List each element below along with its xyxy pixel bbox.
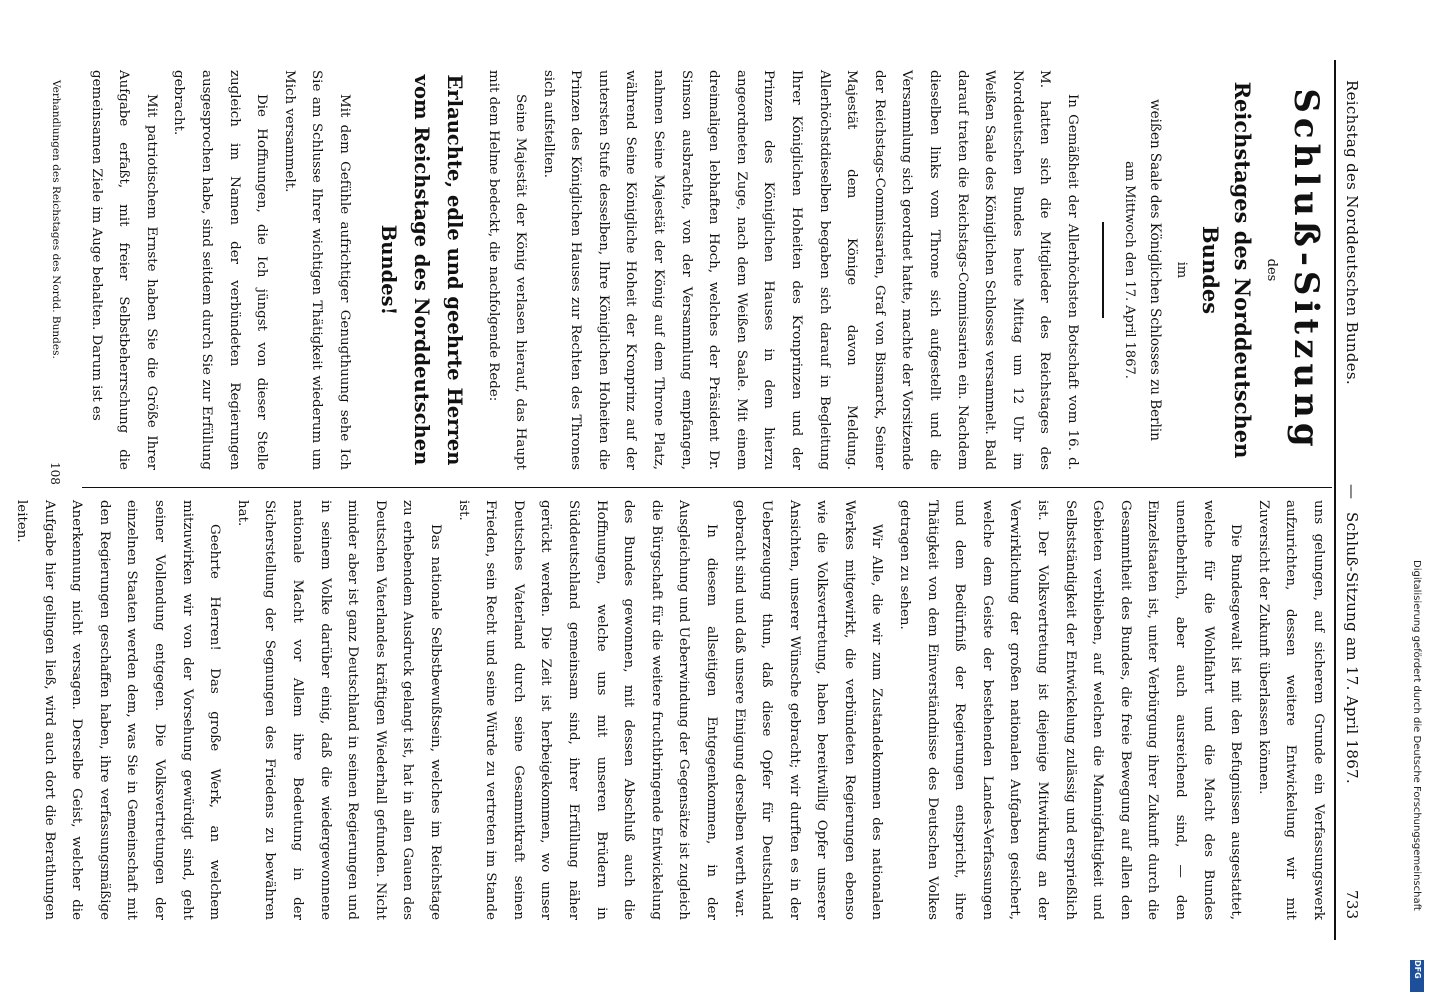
speech-paragraph: Die Hoffnungen, die Ich jüngst von dieser Stelle zugleich im Namen der verbündeten Regierungen ausgesprochen habe, sind seitdem durch Sie zur Erfüllung gebracht. [171,70,270,470]
session-title: Schluß-Sitzung [1286,88,1326,452]
title-des: des [1264,258,1279,282]
page-number-text: 733 [1343,890,1361,920]
speech-paragraph: Die Bundesgewalt ist mit den Befugnissen ausgestattet, welche für die Wohlfahrt und die Macht des Bundes unentbehrlich, aber auch ausreichend sind, — den Einzelstaaten ist, unter Verbürgung ihrer Zukunft durch die Gesammtheit des Bundes, die freie Bewegung auf allen den Gebieten verblieben, auf welchen die Mannigfaltigkeit und Selbstständigkeit der Entwickelung zulässig und ersprießlich ist. Der Volksvertretung ist diejenige Mitwirkung an der Verwirklichung der großen nationalen Aufgaben gesichert, welche dem Geiste der bestehenden Landes-Verfassungen und dem Bedürfniß der Regierungen entspricht, ihre Thätigkeit von dem Einverständnisse des Deutschen Volkes getragen zu sehen. [897,500,1244,920]
speech-paragraph: Mit patriotischem Ernste haben Sie die Größe Ihrer Aufgabe erfaßt, mit freier Selbstbeherrschung die gemeinsamen Ziele im Auge behalten. Darum ist es [88,70,159,470]
dfg-logo [1410,960,1424,992]
footnote: Verhandlungen des Reichstages des Nordd. Bundes. [50,80,62,359]
header-rule [1334,60,1336,940]
folio-number: 108 [48,462,62,485]
reichstag-title: Reichstages des Norddeutschen Bundes [1198,81,1255,459]
running-header-right [1343,512,1361,784]
date-line: am Mittwoch den 17. April 1867. [1122,161,1137,379]
title-separator [1102,222,1104,318]
running-header-center [1343,484,1361,499]
header-session: Schluß-Sitzung am 17. April 1867. [1343,512,1361,784]
digitization-stamp [1406,560,1426,996]
speech-paragraph: In diesem allseitigen Entgegenkommen, in der Ausgleichung und Ueberwindung der Gegensätze ist zugleich die Bürgschaft für die weitere fruchtbringende Entwickelung des Bundes gewonnen, mit dessen Abschluß auch die Hoffnungen, welche uns mit unseren Brüdern in Süddeutschland gemeinsam sind, ihrer Erfüllung näher gerückt werden. Die Zeit ist herbeigekommen, wo unser Deutsches Vaterland durch seine Gesammtkraft seinen Frieden, sein Recht und seine Würde zu vertreten im Stande ist. [455,500,719,920]
column-rule [82,487,1332,488]
speech-paragraph: Mit dem Gefühle aufrichtiger Genugthuung sehe Ich Sie am Schlusse Ihrer wichtigen Thätigkeit wiederum um Mich versammelt. [281,70,352,470]
left-column [82,70,1332,470]
title-im: im [1174,261,1189,279]
speech-paragraph: uns gelungen, auf sicherem Grunde ein Verfassungswerk aufzurichten, dessen weitere Entwickelung wir mit Zuversicht der Zukunft überlassen können. [1255,500,1326,920]
digitization-stamp-text: Digitalisierung gefördert durch die Deutsche Forschungsgemeinschaft [1411,560,1422,911]
right-column [8,500,1333,920]
page-number [1343,890,1361,920]
intro-paragraph: In Gemäßheit der Allerhöchsten Botschaft vom 16. d. M. hatten sich die Mitglieder des Reichstages des Norddeutschen Bundes heute Mittag um 12 Uhr im Weißen Saale des Königlichen Schlosses versammelt. Bald darauf traten die Reichstags-Commissarien ein. Nachdem dieselben links vom Throne sich aufgestellt und die Versammlung sich geordnet hatte, machte der Vorsitzende der Reichstags-Commissarien, Graf von Bismarck, Seiner Majestät dem Könige davon Meldung. Allerhöchstdieselben begaben sich darauf in Begleitung Ihrer Königlichen Hoheiten des Kronprinzen und der Prinzen des Königlichen Hauses in dem hierzu angeordneten Zuge, nach dem Weißen Saale. Mit einem dreimaligen lebhaften Hoch, welches der Präsident Dr. Simson ausbrachte, von der Versammlung empfangen, nahmen Seine Majestät der König auf dem Throne Platz, während Seine Königliche Hoheit der Kronprinz auf der untersten Stufe desselben, Ihre Königlichen Hoheiten die Prinzen des Königlichen Hauses zur Rechten des Thrones sich aufstellten. [540,70,1080,470]
dfg-logo-text: DFG [1413,960,1422,979]
running-header-left [1343,80,1361,385]
speech-heading: Erlauchte, edle und geehrte Herren vom Reichstage des Norddeutschen Bundes! [376,74,466,466]
header-title: Reichstag des Norddeutschen Bundes. [1343,80,1361,385]
speech-paragraph: Das nationale Selbstbewußtsein, welches im Reichstage zu erhebendem Ausdruck gelangt ist, hat in allen Gauen des Deutschen Vaterlandes kräftigen Wiederhall gefunden. Nicht minder aber ist ganz Deutschland in seinen Regierungen und in seinem Volke darüber einig, daß die wiedergewonnene nationale Macht vor Allem ihre Bedeutung in der Sicherstellung der Segnungen des Friedens zu bewähren hat. [234,500,443,920]
header-dash: — [1343,484,1361,500]
hall-line: weißen Saale des Königlichen Schlosses zu Berlin [1147,99,1163,441]
speech-paragraph: Wir Alle, die wir zum Zustandekommen des nationalen Werkes mitgewirkt, die verbündeten Regierungen ebenso wie die Volksvertretung, haben bereitwillig Opfer unserer Ansichten, unserer Wünsche gebracht; wir durften es in der Ueberzeugung thun, daß diese Opfer für Deutschland gebracht sind und daß unsere Einigung derselben werth war. [731,500,885,920]
speech-paragraph: Geehrte Herren! Das große Werk, an welchem mitzuwirken wir von der Vorsehung gewürdigt sind, geht seiner Vollendung entgegen. Die Volksvertretungen der einzelnen Staaten werden dem, was Sie in Gemeinschaft mit den Regierungen geschaffen haben, ihre verfassungsmäßige Anerkennung nicht versagen. Derselbe Geist, welcher die Aufgabe hier gelingen ließ, wird auch dort die Berathungen leiten. [14,500,223,920]
intro-paragraph: Seine Majestät der König verlasen hierauf, das Haupt mit dem Helme bedeckt, die nachfolgende Rede: [485,70,529,470]
